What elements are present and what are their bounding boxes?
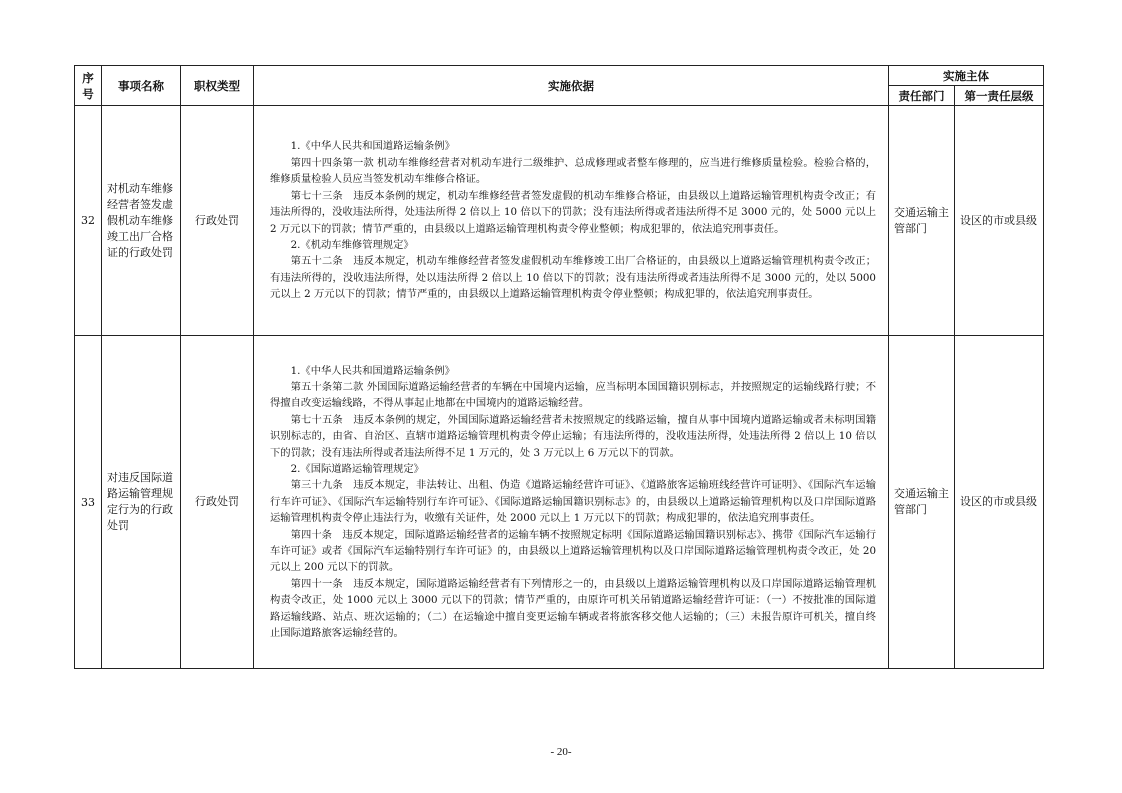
header-level: 第一责任层级	[955, 86, 1044, 106]
row-seq: 32	[75, 106, 102, 336]
page-number: - 20-	[550, 746, 572, 758]
table-row	[75, 106, 1044, 336]
table-row	[75, 336, 1044, 669]
basis-paragraph: 第七十五条 违反本条例的规定，外国国际道路运输经营者未按照规定的线路运输，擅自从事中国境内道路运输或者未标明国籍识别标志的，由省、自治区、直辖市道路运输管理机构责令停止运输；有违法所得的，没收违法所得，处违法所得 2 倍以上 10 倍以下的罚款；没有违法所得或者违法所得不足 1 万元的，处 3 万元以上 6 万元以下的罚款。	[270, 413, 876, 459]
header-item-name: 事项名称	[102, 66, 181, 106]
basis-paragraph: 第五十条第二款 外国国际道路运输经营者的车辆在中国境内运输，应当标明本国国籍识别标志，并按照规定的运输线路行驶；不得擅自改变运输线路，不得从事起止地都在中国境内的道路运输经营。	[270, 380, 876, 410]
header-subject: 实施主体	[889, 66, 1044, 86]
row-item-name: 对机动车维修经营者签发虚假机动车维修竣工出厂合格证的行政处罚	[102, 106, 181, 336]
row-basis	[254, 106, 889, 336]
row-item-name: 对违反国际道路运输管理规定行为的行政处罚	[102, 336, 181, 669]
row-power-type: 行政处罚	[181, 106, 254, 336]
basis-paragraph: 第四十四条第一款 机动车维修经营者对机动车进行二级维护、总成修理或者整车修理的，应当进行维修质量检验。检验合格的，维修质量检验人员应当签发机动车维修合格证。	[270, 156, 876, 186]
header-dept: 责任部门	[889, 86, 955, 106]
basis-paragraph: 第三十九条 违反本规定，非法转让、出租、伪造《道路运输经营许可证》、《道路旅客运输班线经营许可证明》、《国际汽车运输行车许可证》、《国际汽车运输特别行车许可证》、《国际道路运输国籍识别标志》的，由县级以上道路运输管理机构以及口岸国际道路运输管理机构责令停止违法行为，收缴有关证件，处 2000 元以上 1 万元以下的罚款；构成犯罪的，依法追究刑事责任。	[270, 479, 876, 525]
basis-paragraph: 1.《中华人民共和国道路运输条例》	[290, 364, 455, 377]
row-seq: 33	[75, 336, 102, 669]
row-dept: 交通运输主管部门	[889, 336, 955, 669]
row-level: 设区的市或县级	[955, 106, 1044, 336]
basis-paragraph: 第四十一条 违反本规定，国际道路运输经营者有下列情形之一的，由县级以上道路运输管理机构以及口岸国际道路运输管理机构责令改正，处 1000 元以上 3000 元以下的罚款；情节严重的，由原许可机关吊销道路运输经营许可证：（一）不按批准的国际道路运输线路、站点、班次运输的；（二）在运输途中擅自变更运输车辆或者将旅客移交他人运输的；（三）未报告原许可机关，擅自终止国际道路旅客运输经营的。	[270, 577, 876, 640]
row-dept: 交通运输主管部门	[889, 106, 955, 336]
header-basis: 实施依据	[254, 66, 889, 106]
basis-paragraph: 第四十条 违反本规定，国际道路运输经营者的运输车辆不按照规定标明《国际道路运输国籍识别标志》、携带《国际汽车运输行车许可证》或者《国际汽车运输特别行车许可证》的，由县级以上道路运输管理机构以及口岸国际道路运输管理机构责令改正，处 20 元以上 200 元以下的罚款。	[270, 528, 876, 574]
basis-paragraph: 2.《国际道路运输管理规定》	[290, 462, 424, 475]
basis-paragraph: 第五十二条 违反本规定，机动车维修经营者签发虚假机动车维修竣工出厂合格证的，由县级以上道路运输管理机构责令改正；有违法所得的，没收违法所得，处以违法所得 2 倍以上 10 倍以下的罚款；没有违法所得或者违法所得不足 3000 元的，处以 5000 元以上 2 万元以下的罚款；情节严重的，由县级以上道路运输管理机构责令停业整顿；构成犯罪的，依法追究刑事责任。	[270, 255, 876, 301]
enforcement-items-table	[74, 65, 1044, 669]
basis-paragraph: 2.《机动车维修管理规定》	[290, 238, 414, 251]
table-header-row	[75, 66, 1044, 86]
row-power-type: 行政处罚	[181, 336, 254, 669]
basis-paragraph: 第七十三条 违反本条例的规定，机动车维修经营者签发虚假的机动车维修合格证，由县级以上道路运输管理机构责令改正；有违法所得的，没收违法所得，处违法所得 2 倍以上 10 倍以下的罚款；没有违法所得或者违法所得不足 3000 元的，处 5000 元以上 2 万元以下的罚款；情节严重的，由县级以上道路运输管理机构责令停业整顿；构成犯罪的，依法追究刑事责任。	[270, 189, 876, 235]
row-level: 设区的市或县级	[955, 336, 1044, 669]
row-basis	[254, 336, 889, 669]
header-power-type: 职权类型	[181, 66, 254, 106]
basis-paragraph: 1.《中华人民共和国道路运输条例》	[290, 140, 455, 153]
header-seq: 序号	[75, 66, 102, 106]
